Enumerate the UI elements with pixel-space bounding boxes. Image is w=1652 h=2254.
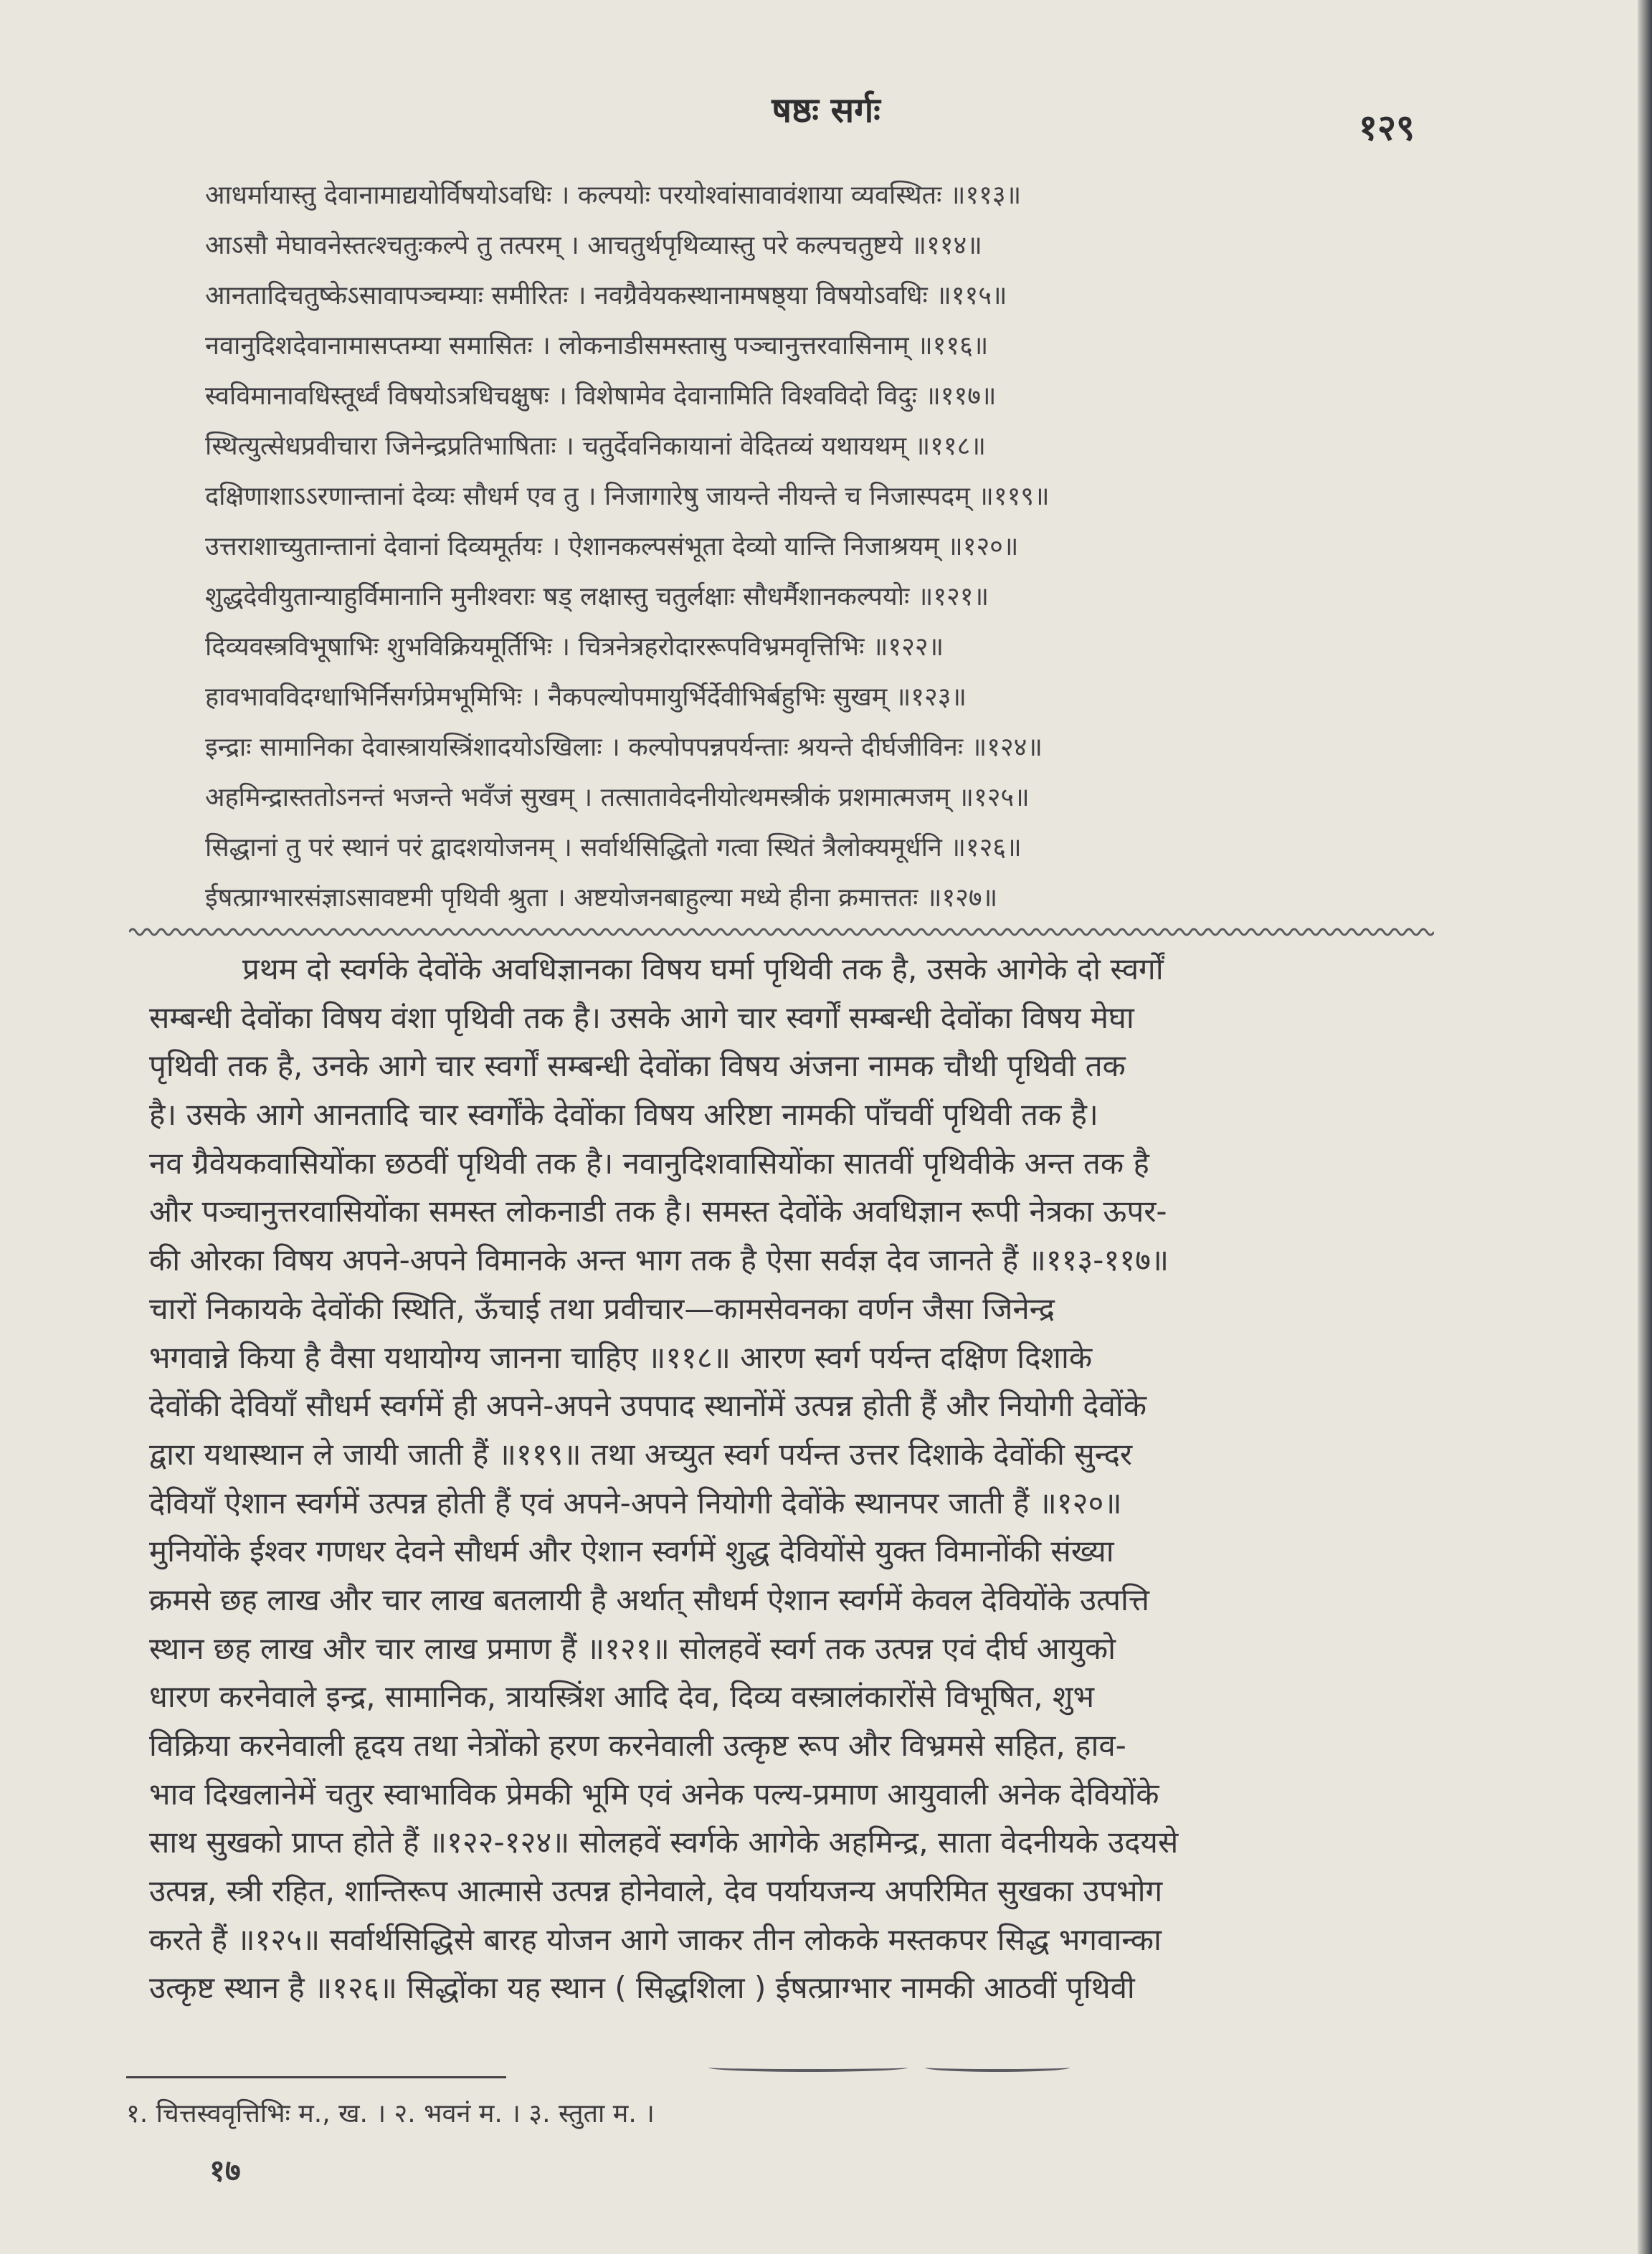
signature-mark: १७ (209, 2153, 241, 2188)
commentary-line: उत्पन्न, स्त्री रहित, शान्तिरूप आत्मासे उत्पन्न होनेवाले, देव पर्यायजन्य अपरिमित सुखका उपभोग (149, 1873, 1163, 1909)
commentary-line: क्रमसे छह लाख और चार लाख बतलायी है अर्थात् सौधर्म ऐशान स्वर्गमें केवल देवियोंके उत्पत्ति (149, 1582, 1149, 1617)
commentary-line: उत्कृष्ट स्थान है ॥१२६॥ सिद्धोंका यह स्थान ( सिद्धशिला ) ईषत्प्राग्भार नामकी आठवीं पृथिवी (149, 1970, 1135, 2006)
hindi-commentary (149, 945, 1404, 2012)
commentary-line: नव ग्रैवेयकवासियोंका छठवीं पृथिवी तक है। नवानुदिशवासियोंका सातवीं पृथिवीके अन्त तक है (149, 1145, 1149, 1181)
commentary-line: करते हैं ॥१२५॥ सर्वार्थसिद्धिसे बारह योजन आगे जाकर तीन लोकके मस्तकपर सिद्ध भगवान्का (149, 1921, 1162, 1957)
verse-line: उत्तराशाच्युतान्तानां देवानां दिव्यमूर्तयः । ऐशानकल्पसंभूता देव्यो यान्ति निजाश्रयम् ॥१२०॥ (205, 532, 1019, 561)
commentary-line: पृथिवी तक है, उनके आगे चार स्वर्गों सम्बन्धी देवोंका विषय अंजना नामक चौथी पृथिवी तक (149, 1048, 1126, 1084)
verse-line: सिद्धानां तु परं स्थानं परं द्वादशयोजनम् । सर्वार्थसिद्धितो गत्वा स्थितं त्रैलोक्यमूर्धनि ॥१२६॥ (205, 833, 1022, 862)
commentary-line: देवियाँ ऐशान स्वर्गमें उत्पन्न होती हैं एवं अपने-अपने नियोगी देवोंके स्थानपर जाती हैं ॥१२०॥ (149, 1485, 1122, 1521)
verse-line: नवानुदिशदेवानामासप्तम्या समासितः । लोकनाडीसमस्तासु पञ्चानुत्तरवासिनाम् ॥११६॥ (205, 331, 989, 361)
footnote: १. चित्तस्ववृत्तिभिः म., ख. । २. भवनं म. । ३. स्तुता म. । (126, 2099, 655, 2129)
commentary-line: देवोंकी देवियाँ सौधर्म स्वर्गमें ही अपने-अपने उपपाद स्थानोंमें उत्पन्न होती हैं और नियोगी देवोंके (149, 1388, 1147, 1424)
verse-line: दक्षिणाशाऽऽरणान्तानां देव्यः सौधर्म एव तु । निजागारेषु जायन्ते नीयन्ते च निजास्पदम् ॥११९॥ (205, 482, 1050, 511)
commentary-line: है। उसके आगे आनतादि चार स्वर्गोंके देवोंका विषय अरिष्टा नामकी पाँचवीं पृथिवी तक है। (149, 1097, 1098, 1133)
commentary-line: भगवान्ने किया है वैसा यथायोग्य जानना चाहिए ॥११८॥ आरण स्वर्ग पर्यन्त दक्षिण दिशाके (149, 1339, 1093, 1375)
commentary-line: द्वारा यथास्थान ले जायी जाती हैं ॥११९॥ तथा अच्युत स्वर्ग पर्यन्त उत्तर दिशाके देवोंकी सुन्दर (149, 1436, 1133, 1472)
verse-line: स्थित्युत्सेधप्रवीचारा जिनेन्द्रप्रतिभाषिताः । चतुर्देवनिकायानां वेदितव्यं यथायथम् ॥११८॥ (205, 432, 986, 461)
commentary-line: विक्रिया करनेवाली हृदय तथा नेत्रोंको हरण करनेवाली उत्कृष्ट रूप और विभ्रमसे सहित, हाव- (149, 1728, 1126, 1763)
verse-line: आऽसौ मेघावनेस्तत्श्चतुःकल्पे तु तत्परम् । आचतुर्थपृथिव्यास्तु परे कल्पचतुष्टये ॥११४॥ (205, 231, 982, 260)
chapter-title: षष्ठः सर्गः (772, 90, 880, 130)
footnote-rule (126, 2076, 506, 2078)
book-spine-edge (1638, 0, 1652, 2254)
verse-line: आधर्मायास्तु देवानामाद्ययोर्विषयोऽवधिः । कल्पयोः परयोश्वांसावावंशाया व्यवस्थितः ॥११३॥ (205, 181, 1022, 210)
verse-line: अहमिन्द्रास्ततोऽनन्तं भजन्ते भवँजं सुखम् । तत्सातावेदनीयोत्थमस्त्रीकं प्रशमात्मजम् ॥१२५॥ (205, 783, 1030, 812)
pen-underline (708, 2063, 908, 2072)
verse-line: शुद्धदेवीयुतान्याहुर्विमानानि मुनीश्वराः षड् लक्षास्तु चतुर्लक्षाः सौधर्मैशानकल्पयोः ॥१२१॥ (205, 582, 989, 612)
verse-line: दिव्यवस्त्रविभूषाभिः शुभविक्रियमूर्तिभिः । चित्रनेत्रहरोदाररूपविभ्रमवृत्तिभिः ॥१२२॥ (205, 632, 944, 662)
commentary-line: सम्बन्धी देवोंका विषय वंशा पृथिवी तक है। उसके आगे चार स्वर्गों सम्बन्धी देवोंका विषय मेघा (149, 999, 1134, 1035)
commentary-line: स्थान छह लाख और चार लाख प्रमाण हैं ॥१२१॥ सोलहवें स्वर्ग तक उत्पन्न एवं दीर्घ आयुको (149, 1630, 1116, 1666)
wavy-divider (129, 923, 1434, 941)
commentary-line: भाव दिखलानेमें चतुर स्वाभाविक प्रेमकी भूमि एवं अनेक पल्य-प्रमाण आयुवाली अनेक देवियोंके (149, 1776, 1159, 1812)
commentary-line: की ओरका विषय अपने-अपने विमानके अन्त भाग तक है ऐसा सर्वज्ञ देव जानते हैं ॥११३-११७॥ (149, 1242, 1169, 1278)
commentary-line: चारों निकायके देवोंकी स्थिति, ऊँचाई तथा प्रवीचार—कामसेवनका वर्णन जैसा जिनेन्द्र (149, 1290, 1055, 1326)
verse-line: इन्द्राः सामानिका देवास्त्रायस्त्रिंशादयोऽखिलाः । कल्पोपपन्नपर्यन्ताः श्रयन्ते दीर्घजीविनः ॥१२४॥ (205, 733, 1043, 762)
commentary-line: धारण करनेवाले इन्द्र, सामानिक, त्रायस्त्रिंश आदि देव, दिव्य वस्त्रालंकारोंसे विभूषित, शुभ (149, 1679, 1095, 1715)
page-number: १२९ (1359, 107, 1415, 148)
sanskrit-verses (205, 171, 1438, 923)
pen-underline (925, 2063, 1070, 2072)
commentary-line: प्रथम दो स्वर्गके देवोंके अवधिज्ञानका विषय घर्मा पृथिवी तक है, उसके आगेके दो स्वर्गों (242, 951, 1164, 986)
verse-line: हावभावविदग्धाभिर्निसर्गप्रेमभूमिभिः । नैकपल्योपमायुर्भिर्देवीभिर्बहुभिः सुखम् ॥१२३॥ (205, 683, 967, 712)
commentary-line: मुनियोंके ईश्वर गणधर देवने सौधर्म और ऐशान स्वर्गमें शुद्ध देवियोंसे युक्त विमानोंकी संख्या (149, 1533, 1114, 1569)
verse-line: आनतादिचतुष्केऽसावापञ्चम्याः समीरितः । नवग्रैवेयकस्थानामषष्ठ्या विषयोऽवधिः ॥११५॥ (205, 281, 1007, 310)
commentary-line: साथ सुखको प्राप्त होते हैं ॥१२२-१२४॥ सोलहवें स्वर्गके आगेके अहमिन्द्र, साता वेदनीयके उदयसे (149, 1825, 1179, 1860)
commentary-line: और पञ्चानुत्तरवासियोंका समस्त लोकनाडी तक है। समस्त देवोंके अवधिज्ञान रूपी नेत्रका ऊपर- (149, 1194, 1167, 1230)
verse-line: स्वविमानावधिस्तूर्ध्वं विषयोऽत्रधिचक्षुषः । विशेषामेव देवानामिति विश्वविदो विदुः ॥११७॥ (205, 381, 997, 411)
verse-line: ईषत्प्राग्भारसंज्ञाऽसावष्टमी पृथिवी श्रुता । अष्टयोजनबाहुल्या मध्ये हीना क्रमात्ततः ॥१२७॥ (205, 883, 998, 913)
